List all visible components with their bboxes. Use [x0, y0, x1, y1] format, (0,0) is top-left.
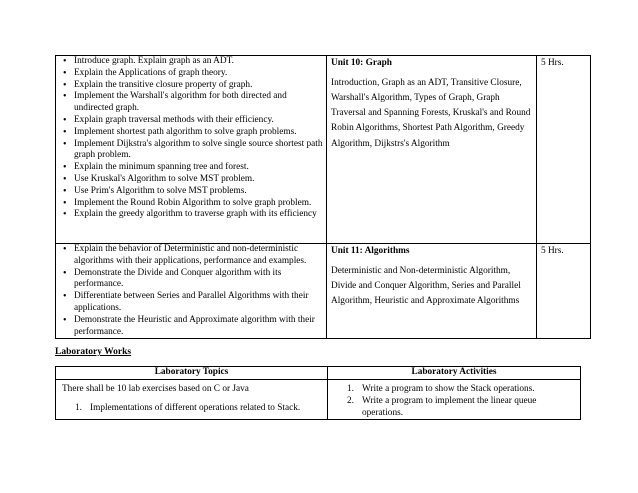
lab-activities-list	[334, 384, 574, 419]
unit-description: Introduction, Graph as an ADT, Transitive Closure, Warshall's Algorithm, Types of Graph, Graph Traversal and Spanning Forests, Kruskal's and Round Robin Algorithms, Shortest Path Algorithm, Greedy Algorithm, Dijkstrs's Algorithm	[331, 77, 531, 149]
objective-item: • Explain the transitive closure property of graph.	[59, 80, 323, 92]
objective-item: • Explain the Applications of graph theory.	[59, 68, 323, 80]
unit-description: Deterministic and Non-deterministic Algorithm, Divide and Conquer Algorithm, Series and Parallel Algorithm, Heuristic and Approximate Algorithms	[331, 265, 521, 307]
lab-topics-cell	[56, 380, 328, 420]
list-number: 2.	[347, 395, 354, 406]
objective-item: • Implement the Warshall's algorithm for both directed and undirected graph.	[59, 91, 323, 115]
unit-title: Unit 11: Algorithms	[331, 246, 410, 256]
objective-item: • Explain the greedy algorithm to traverse graph with its efficiency	[59, 209, 323, 221]
objective-item: • Implement Dijkstra's algorithm to solve single source shortest path graph problem.	[59, 139, 323, 163]
hours-cell	[537, 56, 591, 244]
objective-item: • Explain the minimum spanning tree and forest.	[59, 162, 323, 174]
objective-item: • Explain the behavior of Deterministic and non-deterministic algorithms with their applications, performance and examples.	[59, 244, 323, 268]
objectives-cell	[56, 244, 327, 339]
objectives-list	[59, 244, 323, 338]
objective-item: • Demonstrate the Divide and Conquer algorithm with its performance.	[59, 268, 323, 292]
objective-item: • Implement shortest path algorithm to solve graph problems.	[59, 127, 323, 139]
unit-row-algorithms	[56, 244, 591, 339]
lab-header-row	[56, 367, 581, 380]
list-text: Write a program to show the Stack operations.	[362, 384, 535, 394]
hours-cell	[537, 244, 591, 339]
objective-item: • Use Kruskal's Algorithm to solve MST problem.	[59, 174, 323, 186]
list-number: 1.	[347, 384, 354, 394]
lab-activities-cell	[328, 380, 581, 420]
objective-item: • Use Prim's Algorithm to solve MST problems.	[59, 186, 323, 198]
lab-works-heading: Laboratory Works	[55, 347, 132, 357]
lab-table	[55, 366, 581, 420]
content-cell	[327, 56, 537, 244]
unit-hours: 5 Hrs.	[541, 58, 564, 68]
objective-item: • Explain graph traversal methods with their efficiency.	[59, 115, 323, 127]
lab-intro-text: There shall be 10 lab exercises based on C or Java	[62, 384, 249, 394]
lab-activities-header: Laboratory Activities	[328, 367, 581, 380]
list-number: 1.	[75, 402, 82, 413]
lab-list-item	[334, 384, 574, 396]
lab-topics-list	[62, 403, 321, 415]
objective-item: • Differentiate between Series and Parallel Algorithms with their applications.	[59, 291, 323, 315]
list-text: Write a program to implement the linear queue operations.	[362, 395, 537, 418]
objective-item: • Demonstrate the Heuristic and Approximate algorithm with their performance.	[59, 315, 323, 339]
objective-item: • Implement the Round Robin Algorithm to solve graph problem.	[59, 198, 323, 210]
course-units-table	[55, 55, 591, 339]
content-cell	[327, 244, 537, 339]
unit-row-graph	[56, 56, 591, 244]
objectives-list	[59, 56, 323, 221]
lab-list-item	[334, 396, 574, 420]
unit-title: Unit 10: Graph	[331, 58, 392, 68]
lab-topics-header: Laboratory Topics	[56, 367, 328, 380]
lab-list-item	[62, 403, 321, 415]
list-text: Implementations of different operations related to Stack.	[90, 402, 301, 413]
objectives-cell	[56, 56, 327, 244]
lab-body-row	[56, 380, 581, 420]
objective-item: • Introduce graph. Explain graph as an ADT.	[59, 56, 323, 68]
unit-hours: 5 Hrs.	[541, 246, 564, 256]
